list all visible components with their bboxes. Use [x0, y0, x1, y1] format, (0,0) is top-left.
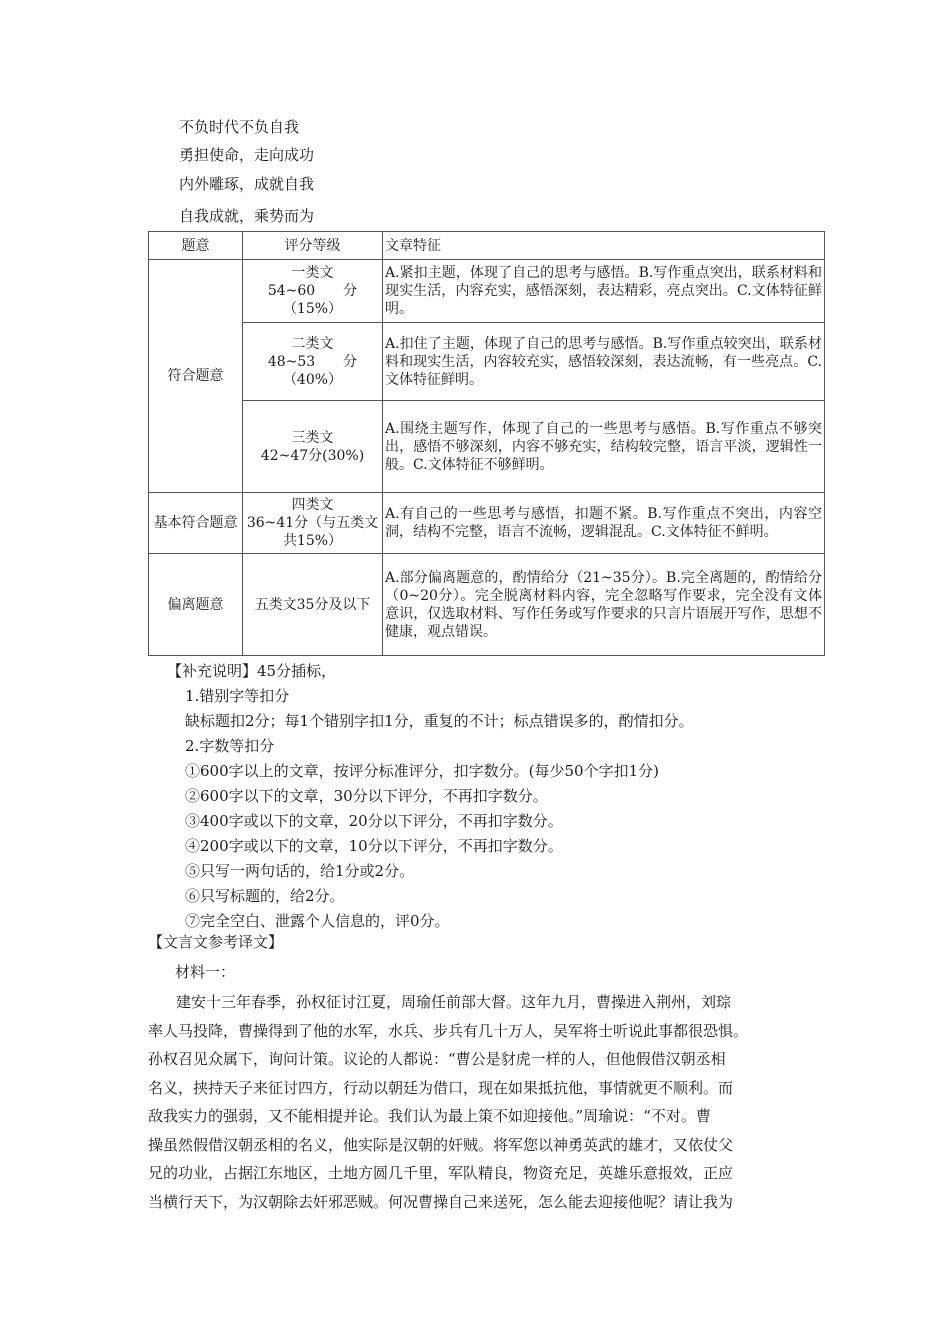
grade-cell — [243, 493, 383, 554]
table-row — [149, 260, 825, 323]
group-label: 偏离题意 — [149, 554, 243, 656]
grade-cell — [243, 260, 383, 323]
note-line: ④200字或以下的文章，10分以下评分，不再扣字数分。 — [185, 837, 563, 855]
grade-range: 36~41分（与五类文共15%） — [246, 515, 379, 549]
grade-cell — [243, 401, 383, 493]
feature-cell: A.紧扣主题，体现了自己的思考与感悟。B.写作重点突出，联系材料和现实生活，内容充实，感悟深刻，表达精彩，亮点突出。C.文体特征鲜明。 — [383, 260, 825, 323]
table-row — [149, 401, 825, 493]
note-line: ②600字以下的文章，30分以下评分，不再扣字数分。 — [185, 787, 548, 805]
group-label: 符合题意 — [149, 260, 243, 493]
grade-range: 48~53 分 — [267, 353, 358, 370]
grade-range: 42~47分(30%) — [260, 447, 365, 464]
grade-name: 三类文 — [291, 429, 334, 446]
grade-percent: （40%） — [282, 371, 343, 388]
feature-cell: A.扣住了主题，体现了自己的思考与感悟。B.写作重点较突出，联系材料和现实生活，内容较充实，感悟较深刻，表达流畅，有一些亮点。C.文体特征鲜明。 — [383, 323, 825, 401]
note-line: ⑦完全空白、泄露个人信息的，评0分。 — [185, 912, 450, 930]
header-features: 文章特征 — [383, 232, 825, 260]
note-line: ⑤只写一两句话的，给1分或2分。 — [185, 862, 415, 880]
grade-cell — [243, 323, 383, 401]
paragraph-line: 敌我实力的强弱，又不能相提并论。我们认为最上策不如迎接他。”周瑜说：“不对。曹 — [148, 1107, 711, 1125]
grading-table — [148, 231, 825, 656]
paragraph-line: 名义，挟持天子来征讨四方，行动以朝廷为借口，现在如果抵抗他，事情就更不顺利。而 — [148, 1078, 734, 1097]
translation-paragraph — [148, 988, 800, 1216]
note-line: ①600字以上的文章，按评分标准评分，扣字数分。(每少50个字扣1分) — [185, 762, 659, 780]
note-line: ⑥只写标题的，给2分。 — [185, 887, 345, 905]
paragraph-line: 率人马投降，曹操得到了他的水军，水兵、步兵有几十万人，吴军将士听说此事都很恐惧。 — [148, 1021, 749, 1040]
title-option: 勇担使命，走向成功 — [179, 146, 315, 164]
grade-name: 四类文 — [291, 497, 334, 513]
feature-cell: A.有自己的一些思考与感悟，扣题不紧。B.写作重点不突出，内容空洞，结构不完整，语言不流畅，逻辑混乱。C.文体特征不鲜明。 — [383, 493, 825, 554]
section-heading: 【文言文参考译文】 — [148, 933, 284, 951]
table-row — [149, 554, 825, 656]
grade-range: 54~60 分 — [267, 283, 358, 299]
grade-name: 一类文 — [291, 265, 334, 281]
paragraph-line: 操虽然假借汉朝丞相的名义，他实际是汉朝的奸贼。将军您以神勇英武的雄才，又依仗父 — [148, 1135, 734, 1154]
table-header-row — [149, 232, 825, 260]
note-line: 缺标题扣2分；每1个错别字扣1分，重复的不计；标点错误多的，酌情扣分。 — [185, 712, 694, 730]
grade-cell — [243, 554, 383, 656]
table-row — [149, 493, 825, 554]
grade-name: 二类文 — [291, 335, 334, 352]
note-line: ③400字或以下的文章，20分以下评分，不再扣字数分。 — [185, 812, 563, 830]
note-line: 1.错别字等扣分 — [185, 687, 290, 705]
feature-cell: A.围绕主题写作，体现了自己的一些思考与感悟。B.写作重点不够突出，感悟不够深刻，内容不够充实，结构较完整，语言平淡，逻辑性一般。C.文体特征不够鲜明。 — [383, 401, 825, 493]
title-option: 不负时代不负自我 — [179, 118, 300, 136]
group-label: 基本符合题意 — [149, 493, 243, 554]
material-label: 材料一： — [175, 963, 236, 981]
title-option: 内外雕琢，成就自我 — [179, 175, 315, 193]
feature-cell: A.部分偏离题意的，酌情给分（21~35分）。B.完全离题的，酌情给分（0~20分）。完全脱离材料内容，完全忽略写作要求，完全没有文体意识，仅选取材料、写作任务或写作要求的只言片语展开写作，思想不健康，观点错误。 — [383, 554, 825, 656]
paragraph-line: 建安十三年春季，孙权征讨江夏，周瑜任前部大督。这年九月，曹操进入荆州，刘琮 — [176, 993, 732, 1011]
header-grade: 评分等级 — [243, 232, 383, 260]
grade-name: 五类文35分及以下 — [254, 596, 371, 613]
header-topic: 题意 — [149, 232, 243, 260]
grade-percent: （15%） — [282, 301, 343, 317]
paragraph-line: 孙权召见众属下，询问计策。议论的人都说：“曹公是豺虎一样的人，但他假借汉朝丞相 — [148, 1050, 726, 1068]
note-line: 2.字数等扣分 — [185, 737, 275, 755]
paragraph-line: 兄的功业，占据江东地区，土地方圆几千里，军队精良，物资充足，英雄乐意报效，正应 — [148, 1164, 734, 1182]
title-option: 自我成就，乘势而为 — [179, 207, 315, 225]
table-row — [149, 323, 825, 401]
notes-heading: 【补充说明】45分插标， — [167, 662, 337, 680]
paragraph-line: 当横行天下，为汉朝除去奸邪恶贼。何况曹操自己来送死，怎么能去迎接他呢？请让我为 — [148, 1192, 734, 1211]
